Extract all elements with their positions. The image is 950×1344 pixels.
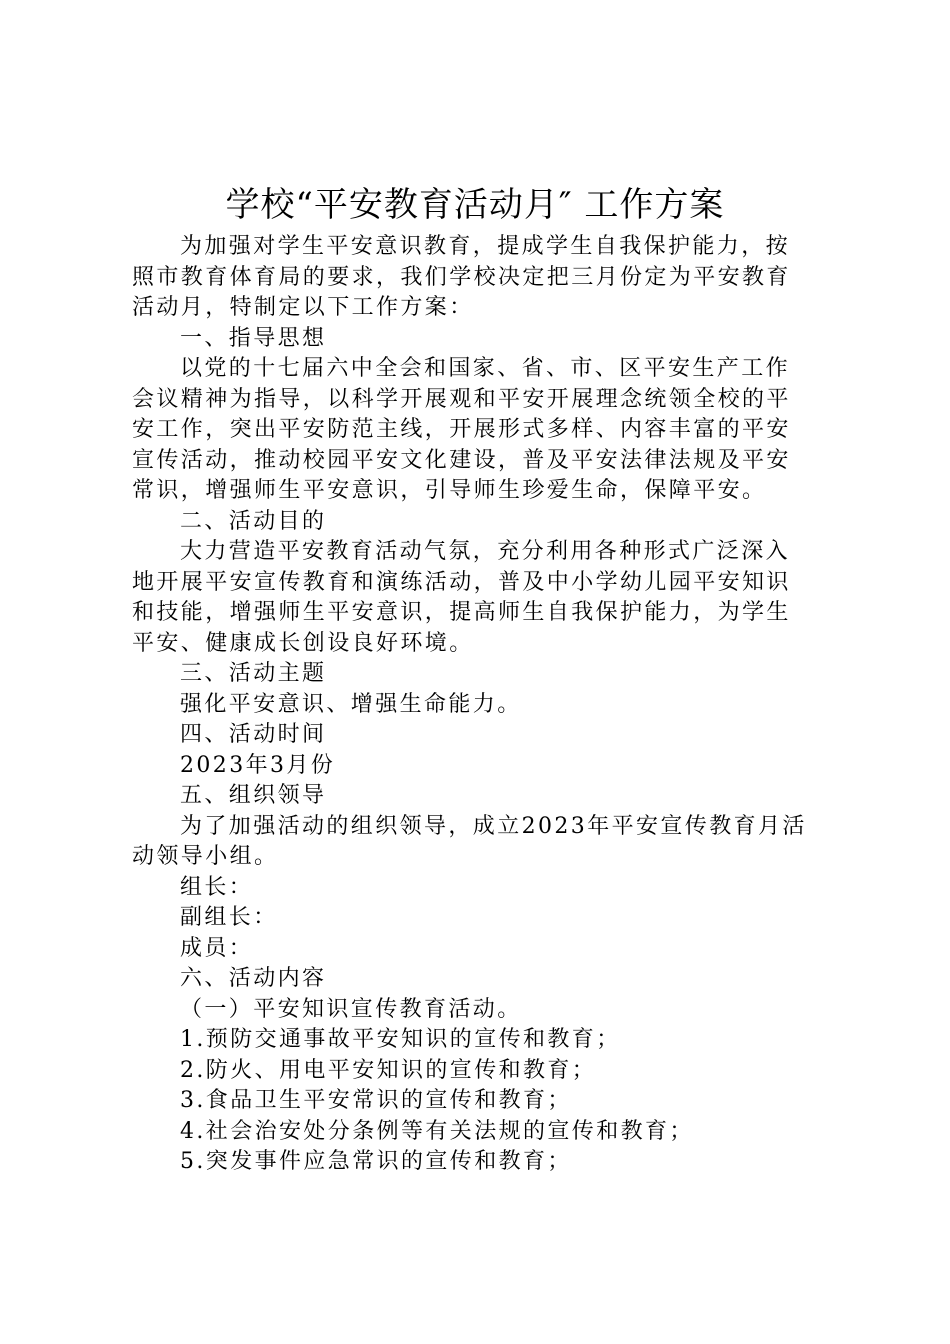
list-item: 5.突发事件应急常识的宣传和教育； — [180, 1149, 572, 1174]
paragraph-line: 为了加强活动的组织领导，成立2023年平安宣传教育月活 — [180, 813, 807, 839]
paragraph-line: 活动月，特制定以下工作方案： — [132, 295, 474, 320]
section-heading: 六、活动内容 — [180, 966, 327, 991]
section-heading: 二、活动目的 — [180, 508, 327, 534]
list-item: 2.防火、用电平安知识的宣传和教育； — [180, 1057, 597, 1083]
paragraph-line: 地开展平安宣传教育和演练活动，普及中小学幼儿园平安知识 — [132, 569, 791, 595]
section-heading: 一、指导思想 — [180, 325, 327, 351]
paragraph-line: 强化平安意识、增强生命能力。 — [180, 691, 522, 717]
paragraph-line: 大力营造平安教育活动气氛，充分利用各种形式广泛深入 — [180, 539, 791, 564]
paragraph-line: 照市教育体育局的要求，我们学校决定把三月份定为平安教育 — [132, 264, 791, 290]
role-line-leader: 组长： — [180, 874, 254, 900]
list-item: 1.预防交通事故平安知识的宣传和教育； — [180, 1027, 621, 1052]
paragraph-line: 常识，增强师生平安意识，引导师生珍爱生命，保障平安。 — [132, 478, 767, 503]
paragraph-line: 2023年3月份 — [180, 752, 336, 778]
paragraph-line: 会议精神为指导，以科学开展观和平安开展理念统领全校的平 — [132, 386, 791, 412]
section-heading: 三、活动主题 — [180, 661, 327, 686]
paragraph-line: 和技能，增强师生平安意识，提高师生自我保护能力，为学生 — [132, 600, 791, 625]
list-item: 3.食品卫生平安常识的宣传和教育； — [180, 1088, 572, 1113]
paragraph-line: 宣传活动，推动校园平安文化建设，普及平安法律法规及平安 — [132, 447, 791, 473]
list-item: 4.社会治安处分条例等有关法规的宣传和教育； — [180, 1118, 694, 1144]
role-line-members: 成员： — [180, 935, 254, 961]
document-title: 学校“平安教育活动月″ 工作方案 — [225, 185, 725, 225]
role-line-deputy: 副组长： — [180, 905, 278, 930]
subsection-heading: （一）平安知识宣传教育活动。 — [180, 996, 522, 1022]
paragraph-line: 安工作，突出平安防范主线，开展形式多样、内容丰富的平安 — [132, 417, 791, 442]
section-heading: 四、活动时间 — [180, 722, 327, 747]
section-heading: 五、组织领导 — [180, 783, 327, 808]
paragraph-line: 平安、健康成长创设良好环境。 — [132, 630, 474, 656]
paragraph-line: 为加强对学生平安意识教育，提成学生自我保护能力，按 — [180, 234, 791, 259]
paragraph-line: 动领导小组。 — [132, 844, 279, 869]
document-body — [132, 232, 822, 1178]
paragraph-line: 以党的十七届六中全会和国家、省、市、区平安生产工作 — [180, 356, 791, 381]
